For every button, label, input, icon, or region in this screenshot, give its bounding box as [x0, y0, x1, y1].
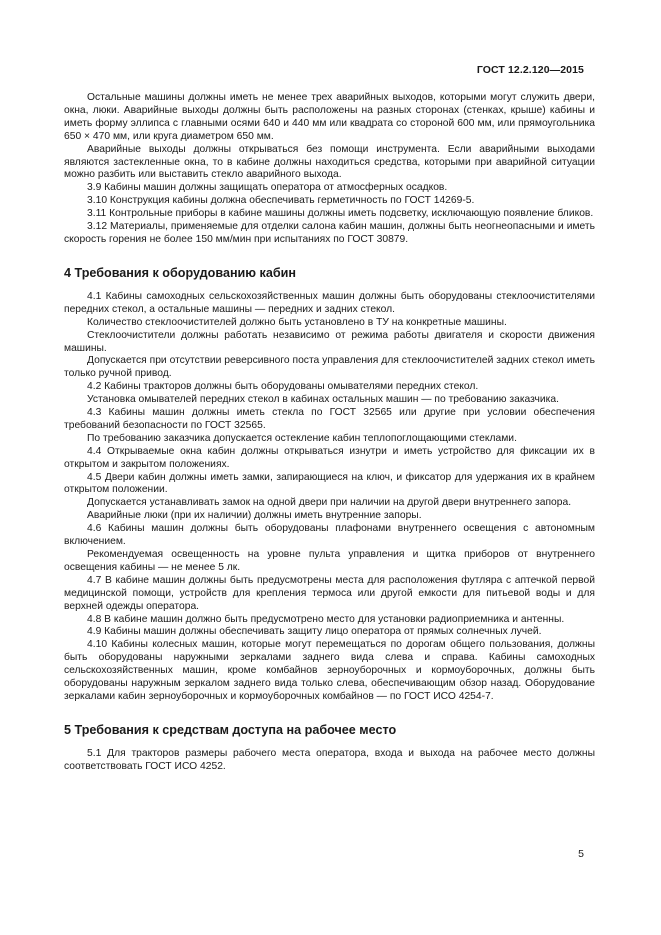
clause-4-10: 4.10 Кабины колесных машин, которые могут перемещаться по дорогам общего пользования, должны быть оборудованы наружными зеркалами заднего вида слева и справа. Кабины самоходных сельскохозяйственных машин, кроме комбайнов зерноуборочных и кормоуборочных, должны быть оборудованы наружным зеркалом заднего вида только слева, обеспечивающим обзор назад. Оборудование зеркалами кабин зерноуборочных и кормоуборочных комбайнов — по ГОСТ ИСО 4254-7.	[64, 639, 595, 702]
paragraph: Допускается устанавливать замок на одной двери при наличии на другой двери внутреннего запора.	[87, 497, 572, 509]
standard-code-header: ГОСТ 12.2.120—2015	[476, 64, 584, 76]
paragraph: Количество стеклоочистителей должно быть установлено в ТУ на конкретные машины.	[87, 316, 507, 328]
paragraph: По требованию заказчика допускается остекление кабин теплопоглощающими стеклами.	[87, 432, 517, 444]
clause-4-4: 4.4 Открываемые окна кабин должны открываться изнутри и иметь устройство для фиксации их в открытом и закрытом положениях.	[64, 445, 595, 470]
section-4-heading: 4 Требования к оборудованию кабин	[64, 265, 296, 280]
paragraph: Аварийные люки (при их наличии) должны иметь внутренние запоры.	[87, 510, 422, 522]
clause-4-3: 4.3 Кабины машин должны иметь стекла по ГОСТ 32565 или другие при условии обеспечения требований безопасности по ГОСТ 32565.	[64, 407, 595, 431]
clause-3-12: 3.12 Материалы, применяемые для отделки салона кабин машин, должны быть неогнеопасными и иметь скорость горения не более 150 мм/мин при испытаниях по ГОСТ 30879.	[64, 221, 595, 245]
clause-4-9: 4.9 Кабины машин должны обеспечивать защиту лицо оператора от прямых солнечных лучей.	[87, 626, 542, 638]
paragraph: Аварийные выходы должны открываться без помощи инструмента. Если аварийными выходами являются застекленные окна, то в кабине должны находиться средства, которыми при аварийной ситуации можно разбить или выставить стекло аварийного выхода.	[64, 143, 595, 181]
section-5-heading: 5 Требования к средствам доступа на рабочее место	[64, 722, 397, 737]
clause-4-2: 4.2 Кабины тракторов должны быть оборудованы омывателями передних стекол.	[87, 381, 479, 393]
clause-3-9: 3.9 Кабины машин должны защищать оператора от атмосферных осадков.	[87, 182, 448, 194]
clause-5-1: 5.1 Для тракторов размеры рабочего места оператора, входа и выхода на рабочее место должны соответствовать ГОСТ ИСО 4252.	[64, 747, 595, 772]
paragraph: Стеклоочистители должны работать независимо от режима работы двигателя и скорости движения машины.	[64, 329, 595, 354]
clause-4-5: 4.5 Двери кабин должны иметь замки, запирающиеся на ключ, и фиксатор для удержания их в крайнем открытом положении.	[64, 471, 595, 496]
page-number: 5	[578, 848, 584, 860]
paragraph: Рекомендуемая освещенность на уровне пульта управления и щитка приборов от внутреннего освещения кабины — не менее 5 лк.	[64, 549, 595, 573]
paragraph: Остальные машины должны иметь не менее трех аварийных выходов, которыми могут служить двери, окна, люки. Аварийные выходы должны быть расположены на разных сторонах (стенках, крыше) кабины и иметь форму эллипса с главными осями 640 и 440 мм или квадрата со стороной 600 мм, или прямоугольника 650 × 470 мм, или круга диаметром 650 мм.	[64, 92, 595, 142]
clause-4-1: 4.1 Кабины самоходных сельскохозяйственных машин должны быть оборудованы стеклоочистителями передних стекол, а остальные машины — передних и задних стекол.	[64, 290, 595, 315]
clause-3-11: 3.11 Контрольные приборы в кабине машины должны иметь подсветку, исключающую появление бликов.	[87, 208, 594, 220]
clause-3-10: 3.10 Конструкция кабины должна обеспечивать герметичность по ГОСТ 14269-5.	[87, 195, 475, 207]
clause-4-8: 4.8 В кабине машин должно быть предусмотрено место для установки радиоприемника и антенны.	[87, 613, 565, 625]
document-body	[64, 92, 595, 774]
paragraph: Допускается при отсутствии реверсивного поста управления для стеклоочистителей задних стекол иметь только ручной привод.	[64, 355, 595, 380]
paragraph: Установка омывателей передних стекол в кабинах остальных машин — по требованию заказчика.	[87, 394, 559, 406]
clause-4-7: 4.7 В кабине машин должны быть предусмотрены места для расположения футляра с аптечкой первой медицинской помощи, устройств для крепления термоса или другой емкости для питьевой воды и для верхней одежды оператора.	[64, 574, 595, 612]
clause-4-6: 4.6 Кабины машин должны быть оборудованы плафонами внутреннего освещения с автономным включением.	[64, 523, 595, 548]
